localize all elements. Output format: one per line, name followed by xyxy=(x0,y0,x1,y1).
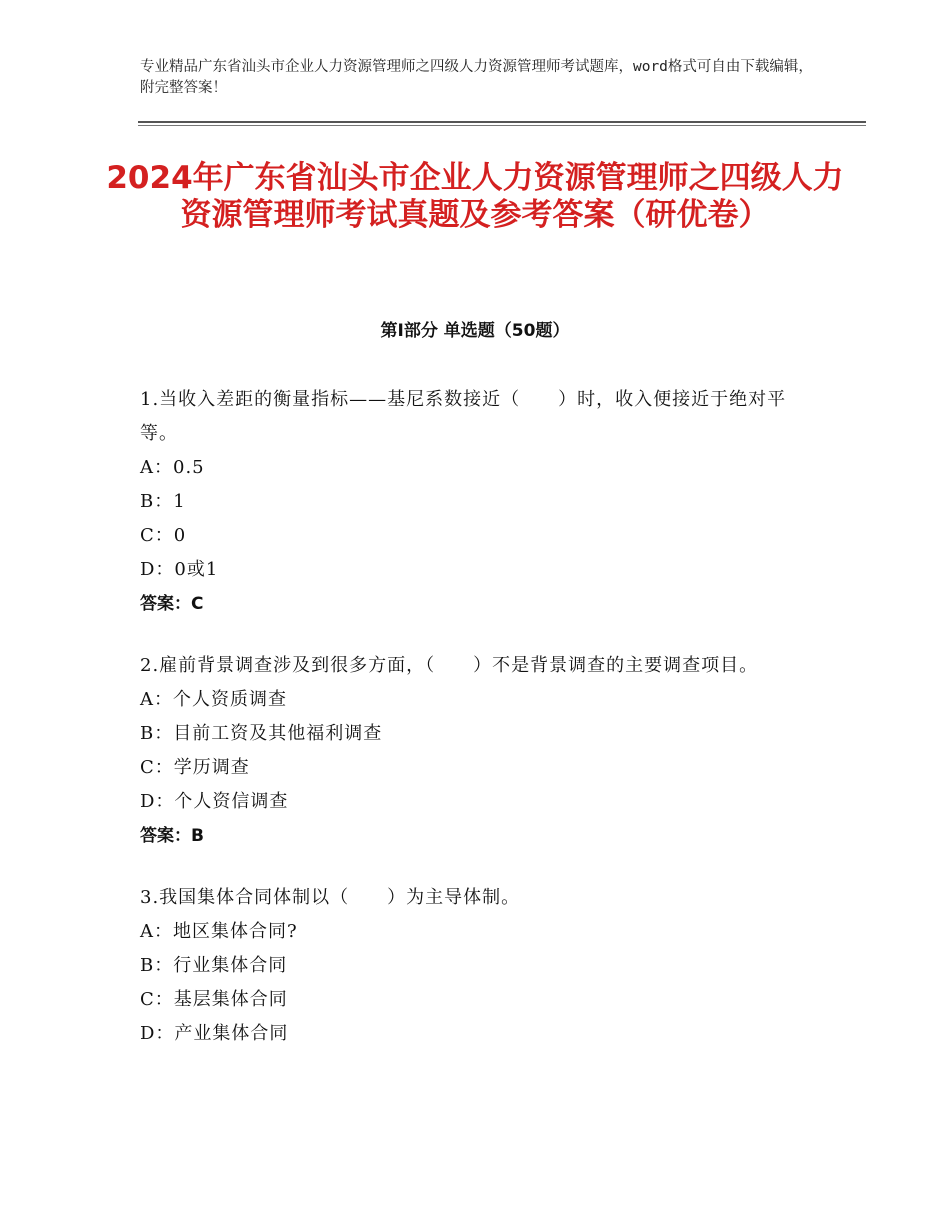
section-title: 第Ⅰ部分 单选题（50题） xyxy=(380,321,570,341)
question-stem: 1.当收入差距的衡量指标——基尼系数接近（ ）时，收入便接近于绝对平等。 xyxy=(140,389,787,444)
option-a: A：个人资质调查 xyxy=(140,689,287,710)
option-c: C：0 xyxy=(140,525,187,546)
question-2 xyxy=(140,649,820,853)
option-a: A：0.5 xyxy=(140,457,205,478)
option-b: B：1 xyxy=(140,491,186,512)
option-c: C：基层集体合同 xyxy=(140,989,288,1010)
header-note: 专业精品广东省汕头市企业人力资源管理师之四级人力资源管理师考试题库，word格式可自由下载编辑，附完整答案！ xyxy=(140,59,813,96)
option-c: C：学历调查 xyxy=(140,757,250,778)
question-stem: 2.雇前背景调查涉及到很多方面，（ ）不是背景调查的主要调查项目。 xyxy=(140,655,759,676)
question-list xyxy=(140,383,820,1079)
option-a: A：地区集体合同? xyxy=(140,921,298,942)
option-b: B：行业集体合同 xyxy=(140,955,288,976)
option-d: D：个人资信调查 xyxy=(140,791,289,812)
option-b: B：目前工资及其他福利调查 xyxy=(140,723,383,744)
question-1 xyxy=(140,383,820,621)
header-rule xyxy=(138,121,866,123)
question-stem: 3.我国集体合同体制以（ ）为主导体制。 xyxy=(140,887,521,908)
document-title: 2024年广东省汕头市企业人力资源管理师之四级人力资源管理师考试真题及参考答案（研优卷） xyxy=(106,160,844,233)
answer: 答案：C xyxy=(140,594,204,614)
option-d: D：产业集体合同 xyxy=(140,1023,289,1044)
header-rule-thin xyxy=(138,125,866,126)
answer: 答案：B xyxy=(140,826,204,846)
question-3 xyxy=(140,881,820,1051)
option-d: D：0或1 xyxy=(140,559,219,580)
